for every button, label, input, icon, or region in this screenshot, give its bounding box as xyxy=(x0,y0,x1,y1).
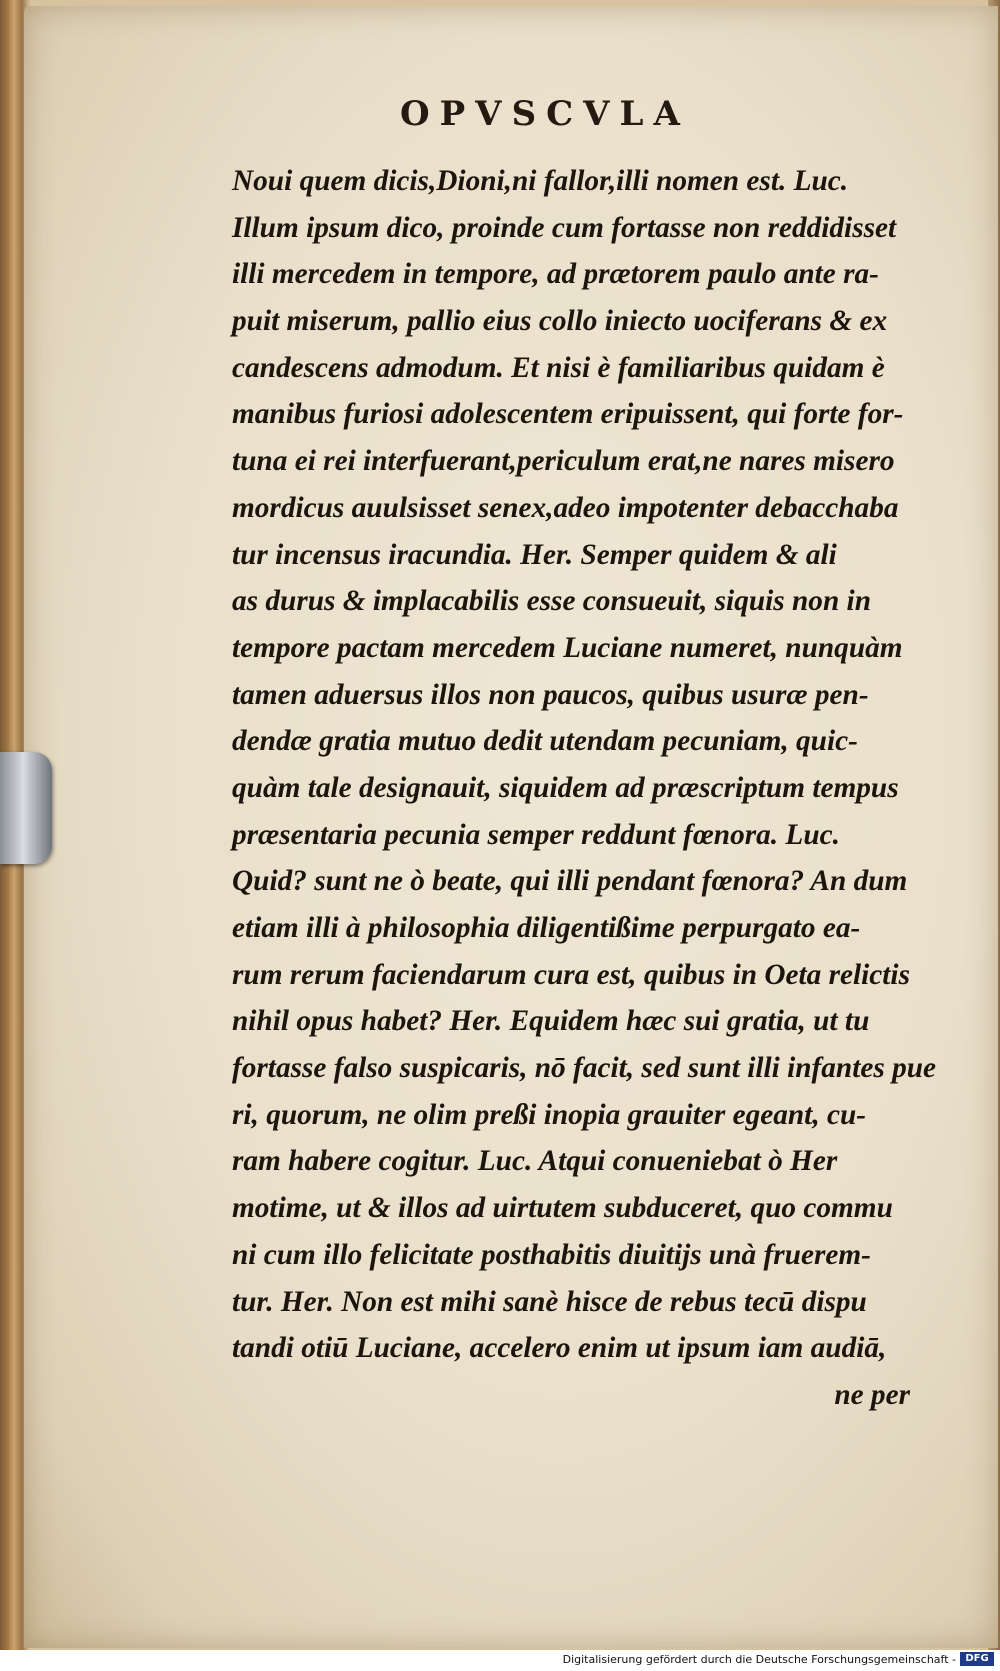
text-line: candescens admodum. Et nisi è familiaribus quidam è xyxy=(232,351,885,384)
text-line: nihil opus habet? Her. Equidem hæc sui gratia, ut tu xyxy=(232,1005,870,1038)
text-line: quàm tale designauit, siquidem ad præscriptum tempus xyxy=(232,771,899,804)
text-line: fortasse falso suspicaris, nō facit, sed sunt illi infantes pue xyxy=(232,1052,937,1085)
text-line: rum rerum faciendarum cura est, quibus in Oeta relictis xyxy=(232,958,910,991)
text-line: Noui quem dicis,Dioni,ni fallor,illi nomen est. Luc. xyxy=(232,165,849,197)
text-line: tempore pactam mercedem Luciane numeret, nunquàm xyxy=(232,631,903,664)
text-line: tamen aduersus illos non paucos, quibus usuræ pen- xyxy=(232,678,869,711)
text-line: ne per xyxy=(834,1378,910,1411)
text-line: as durus & implacabilis esse consueuit, siquis non in xyxy=(232,585,871,618)
text-line: dendæ gratia mutuo dedit utendam pecuniam, quic- xyxy=(232,725,858,758)
text-line: ni cum illo felicitate posthabitis diuitijs unà fruerem- xyxy=(232,1238,871,1271)
text-line: tur incensus iracundia. Her. Semper quidem & ali xyxy=(232,538,837,571)
text-line: tuna ei rei interfuerant,periculum erat,ne nares misero xyxy=(232,445,895,478)
text-line: illi mercedem in tempore, ad prætorem paulo ante ra- xyxy=(232,258,879,291)
text-line: præsentaria pecunia semper reddunt fœnora. Luc. xyxy=(232,818,840,851)
text-line: manibus furiosi adolescentem eripuissent, qui forte for- xyxy=(232,398,904,431)
text-line: Quid? sunt ne ò beate, qui illi pendant fœnora? An dum xyxy=(232,865,908,898)
text-line: tandi otiū Luciane, accelero enim ut ipsum iam audiā, xyxy=(232,1332,887,1365)
page-body-text xyxy=(232,158,972,1419)
text-line: tur. Her. Non est mihi sanè hisce de rebus tecū dispu xyxy=(232,1285,867,1318)
footer-credit: Digitalisierung gefördert durch die Deutsche Forschungsgemeinschaft - xyxy=(562,1653,956,1666)
running-head: OPVSCVLA xyxy=(400,94,690,134)
metal-clasp xyxy=(0,752,52,864)
text-line: motime, ut & illos ad uirtutem subduceret, quo commu xyxy=(232,1192,893,1225)
text-line: etiam illi à philosophia diligentißime perpurgato ea- xyxy=(232,912,861,944)
text-line: puit miserum, pallio eius collo iniecto uociferans & ex xyxy=(232,305,888,338)
text-line: Illum ipsum dico, proinde cum fortasse non reddidisset xyxy=(232,211,897,244)
dfg-logo: DFG xyxy=(960,1652,994,1666)
text-line: ri, quorum, ne olim preßi inopia grauiter egeant, cu- xyxy=(232,1098,867,1131)
text-line: ram habere cogitur. Luc. Atqui conueniebat ò Her xyxy=(232,1145,838,1178)
text-line: mordicus auulsisset senex,adeo impotenter debacchaba xyxy=(232,491,899,524)
